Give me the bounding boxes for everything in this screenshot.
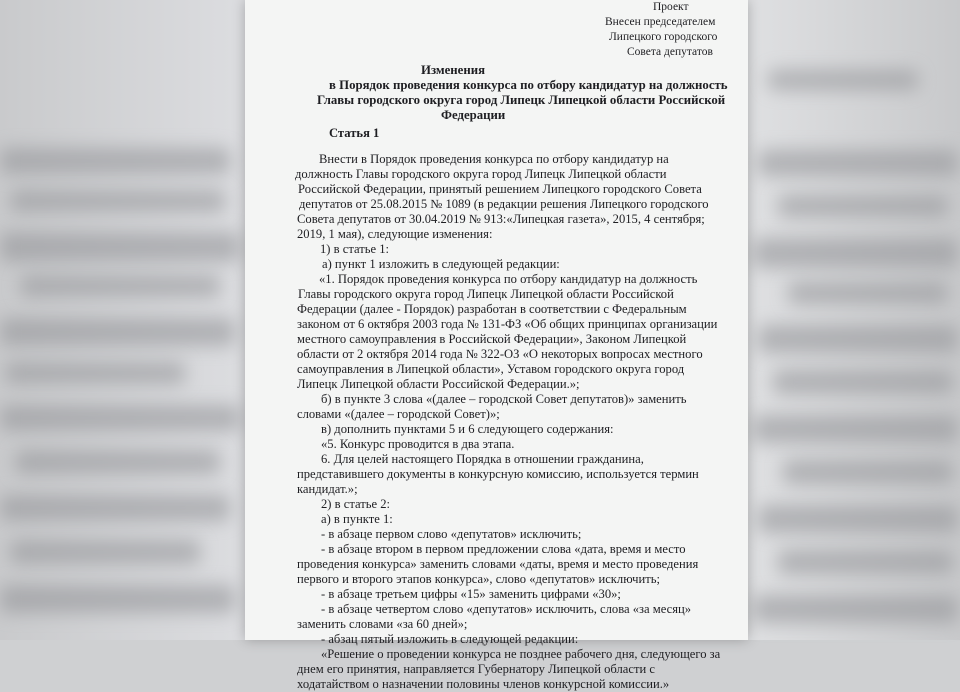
body-line: 1) в статье 1: xyxy=(320,242,390,256)
body-line: представившего документы в конкурсную комиссию, используется термин xyxy=(297,467,699,481)
submitted-by-line: Липецкого городского xyxy=(609,31,718,43)
body-line: «1. Порядок проведения конкурса по отбору кандидатур на должность xyxy=(319,272,698,286)
body-line: Российской Федерации, принятый решением Липецкого городского Совета xyxy=(298,182,702,196)
document-title: Главы городского округа город Липецк Липецкой области Российской xyxy=(317,93,726,107)
body-line: области от 2 октября 2014 года № 322-ОЗ «О некоторых вопросах местного xyxy=(297,347,703,361)
body-line: - абзац пятый изложить в следующей редакции: xyxy=(321,632,579,646)
body-line: 6. Для целей настоящего Порядка в отношении гражданина, xyxy=(321,452,644,466)
body-line: «Решение о проведении конкурса не позднее рабочего дня, следующего за xyxy=(321,647,721,661)
body-line: а) пункт 1 изложить в следующей редакции: xyxy=(322,257,560,271)
draft-label: Проект xyxy=(653,1,689,13)
article-heading: Статья 1 xyxy=(329,126,380,140)
submitted-by-line: Внесен председателем xyxy=(605,16,716,28)
body-line: «5. Конкурс проводится в два этапа. xyxy=(321,437,515,451)
body-line: - в абзаце третьем цифры «15» заменить цифрами «30»; xyxy=(321,587,621,601)
body-line: заменить словами «за 60 дней»; xyxy=(297,617,468,631)
body-line: законом от 6 октября 2003 года № 131-ФЗ «Об общих принципах организации xyxy=(297,317,718,331)
body-line: кандидат.»; xyxy=(297,482,358,496)
submitted-by-line: Совета депутатов xyxy=(627,46,713,58)
body-line: словами «(далее – городской Совет)»; xyxy=(297,407,500,421)
body-line: Федерации (далее - Порядок) разработан в соответствии с Федеральным xyxy=(297,302,687,316)
body-line: должность Главы городского округа город Липецк Липецкой области xyxy=(295,167,667,181)
body-line: Внести в Порядок проведения конкурса по отбору кандидатур на xyxy=(319,152,669,166)
body-line: - в абзаце первом слово «депутатов» исключить; xyxy=(321,527,582,541)
body-line: проведения конкурса» заменить словами «даты, время и место проведения xyxy=(297,557,699,571)
body-line: днем его принятия, направляется Губернатору Липецкой области с xyxy=(297,662,655,676)
document-title: Изменения xyxy=(421,63,486,77)
body-line: ходатайством о назначении половины членов конкурсной комиссии.» xyxy=(297,677,670,691)
body-line: 2019, 1 мая), следующие изменения: xyxy=(297,227,493,241)
body-line: Совета депутатов от 30.04.2019 № 913:«Липецкая газета», 2015, 4 сентября; xyxy=(297,212,705,226)
body-line: - в абзаце четвертом слово «депутатов» исключить, слова «за месяц» xyxy=(321,602,692,616)
body-line: Липецк Липецкой области Российской Федерации.»; xyxy=(297,377,580,391)
blurred-background-right xyxy=(748,0,960,640)
body-line: в) дополнить пунктами 5 и 6 следующего содержания: xyxy=(321,422,614,436)
body-line: 2) в статье 2: xyxy=(321,497,391,511)
body-line: самоуправления в Липецкой области», Уставом городского округа город xyxy=(297,362,685,376)
body-line: первого и второго этапов конкурса», слово «депутатов» исключить; xyxy=(297,572,660,586)
body-line: Главы городского округа город Липецк Липецкой области Российской xyxy=(298,287,674,301)
blurred-background-left xyxy=(0,0,245,640)
body-line: - в абзаце втором в первом предложении слова «дата, время и место xyxy=(321,542,686,556)
document-title: в Порядок проведения конкурса по отбору кандидатур на должность xyxy=(329,78,728,92)
body-line: б) в пункте 3 слова «(далее – городской Совет депутатов)» заменить xyxy=(321,392,687,406)
body-line: депутатов от 25.08.2015 № 1089 (в редакции решения Липецкого городского xyxy=(299,197,709,211)
document-title: Федерации xyxy=(441,108,506,122)
body-line: а) в пункте 1: xyxy=(321,512,393,526)
document-page xyxy=(245,0,748,691)
body-line: местного самоуправления в Российской Федерации», Законом Липецкой xyxy=(297,332,687,346)
